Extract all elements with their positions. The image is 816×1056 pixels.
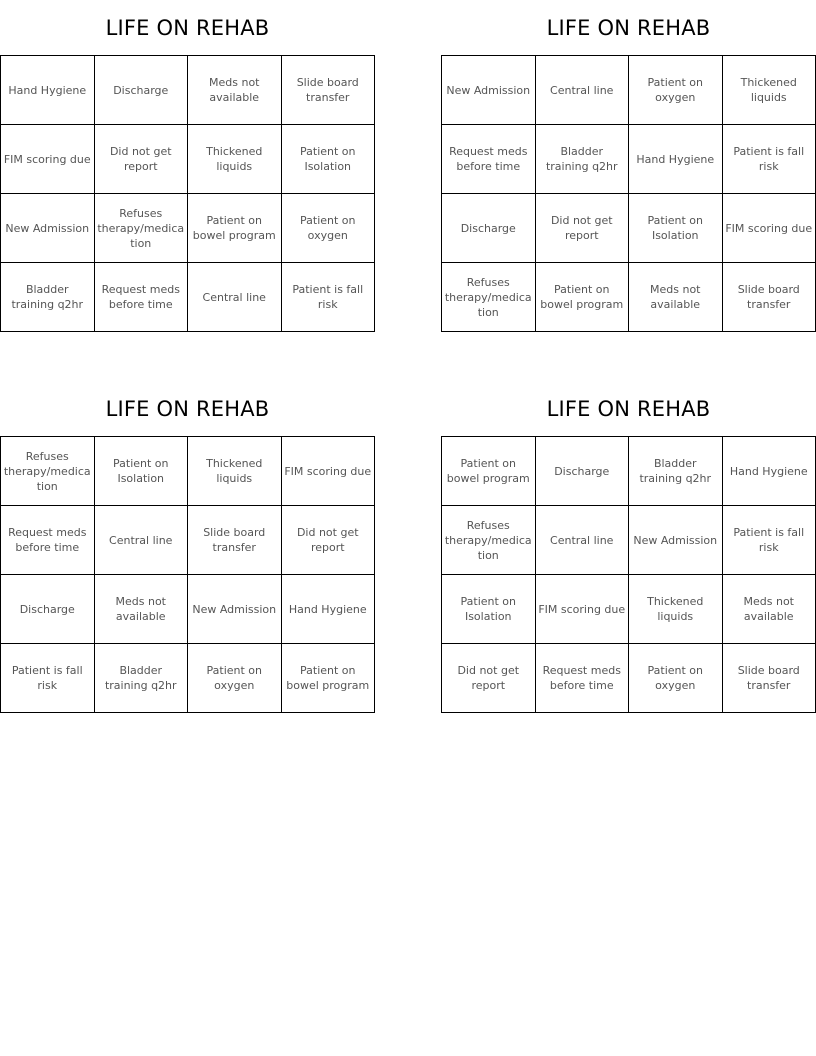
bingo-cell: Thickened liquids — [188, 125, 282, 194]
bingo-cell: FIM scoring due — [535, 575, 629, 644]
bingo-cell: Meds not available — [722, 575, 816, 644]
card-title: LIFE ON REHAB — [546, 397, 711, 421]
bingo-cell: Refuses therapy/medication — [442, 506, 536, 575]
card-title: LIFE ON REHAB — [105, 16, 270, 40]
bingo-cell: Patient on bowel program — [281, 644, 375, 713]
bingo-cell: Discharge — [535, 437, 629, 506]
bingo-cell: Hand Hygiene — [722, 437, 816, 506]
grid-row — [442, 575, 816, 644]
bingo-cell: Slide board transfer — [188, 506, 282, 575]
bingo-cell: New Admission — [629, 506, 723, 575]
grid-row — [442, 644, 816, 713]
bingo-cell: Request meds before time — [94, 263, 188, 332]
bingo-cell: Thickened liquids — [722, 56, 816, 125]
bingo-cell: Patient is fall risk — [722, 125, 816, 194]
bingo-cell: Discharge — [94, 56, 188, 125]
bingo-cell: Did not get report — [94, 125, 188, 194]
bingo-cell: Central line — [94, 506, 188, 575]
grid-row — [442, 506, 816, 575]
bingo-cell: FIM scoring due — [281, 437, 375, 506]
bingo-cell: Patient on Isolation — [442, 575, 536, 644]
bingo-cell: Request meds before time — [442, 125, 536, 194]
bingo-cell: Hand Hygiene — [281, 575, 375, 644]
grid-row — [442, 125, 816, 194]
bingo-cell: Did not get report — [281, 506, 375, 575]
bingo-cell: Patient on bowel program — [188, 194, 282, 263]
bingo-cell: Patient on Isolation — [629, 194, 723, 263]
grid-row — [1, 437, 375, 506]
bingo-cell: Slide board transfer — [722, 263, 816, 332]
grid-row — [1, 263, 375, 332]
grid-row — [442, 263, 816, 332]
bingo-cell: Patient on oxygen — [281, 194, 375, 263]
bingo-cell: Meds not available — [629, 263, 723, 332]
grid-row — [1, 194, 375, 263]
bingo-grid — [0, 55, 375, 332]
grid-row — [1, 575, 375, 644]
bingo-cell: Meds not available — [94, 575, 188, 644]
bingo-cell: New Admission — [1, 194, 95, 263]
grid-row — [1, 506, 375, 575]
card-title: LIFE ON REHAB — [546, 16, 711, 40]
bingo-cell: Patient is fall risk — [1, 644, 95, 713]
bingo-cell: Patient is fall risk — [281, 263, 375, 332]
bingo-grid — [0, 436, 375, 713]
bingo-cell: Hand Hygiene — [1, 56, 95, 125]
bingo-cell: Bladder training q2hr — [1, 263, 95, 332]
bingo-cell: New Admission — [442, 56, 536, 125]
bingo-cell: Central line — [535, 506, 629, 575]
bingo-cell: Patient on bowel program — [535, 263, 629, 332]
bingo-cell: Patient on oxygen — [629, 56, 723, 125]
bingo-cell: Refuses therapy/medication — [94, 194, 188, 263]
bingo-cell: Slide board transfer — [281, 56, 375, 125]
grid-row — [442, 194, 816, 263]
grid-row — [1, 644, 375, 713]
bingo-cell: Patient on Isolation — [94, 437, 188, 506]
bingo-cell: Thickened liquids — [629, 575, 723, 644]
bingo-cell: Discharge — [1, 575, 95, 644]
bingo-cell: FIM scoring due — [722, 194, 816, 263]
bingo-cell: Patient on oxygen — [629, 644, 723, 713]
bingo-cell: Central line — [535, 56, 629, 125]
bingo-card-2 — [441, 0, 816, 332]
bingo-cell: Bladder training q2hr — [535, 125, 629, 194]
bingo-cell: Patient on bowel program — [442, 437, 536, 506]
bingo-cell: Request meds before time — [535, 644, 629, 713]
grid-row — [1, 56, 375, 125]
bingo-cell: New Admission — [188, 575, 282, 644]
bingo-cell: Discharge — [442, 194, 536, 263]
bingo-cell: Patient is fall risk — [722, 506, 816, 575]
card-title: LIFE ON REHAB — [105, 397, 270, 421]
grid-row — [442, 56, 816, 125]
grid-row — [442, 437, 816, 506]
bingo-cell: Slide board transfer — [722, 644, 816, 713]
bingo-card-1 — [0, 0, 375, 332]
bingo-cell: Refuses therapy/medication — [442, 263, 536, 332]
bingo-cell: Hand Hygiene — [629, 125, 723, 194]
bingo-cell: Thickened liquids — [188, 437, 282, 506]
bingo-cell: Did not get report — [535, 194, 629, 263]
bingo-cell: Meds not available — [188, 56, 282, 125]
bingo-cell: Did not get report — [442, 644, 536, 713]
bingo-card-3 — [0, 381, 375, 713]
bingo-cell: Patient on Isolation — [281, 125, 375, 194]
bingo-card-4 — [441, 381, 816, 713]
bingo-cell: Central line — [188, 263, 282, 332]
bingo-cell: FIM scoring due — [1, 125, 95, 194]
bingo-cell: Refuses therapy/medication — [1, 437, 95, 506]
bingo-grid — [441, 55, 816, 332]
grid-row — [1, 125, 375, 194]
bingo-cell: Bladder training q2hr — [629, 437, 723, 506]
bingo-grid — [441, 436, 816, 713]
bingo-cell: Patient on oxygen — [188, 644, 282, 713]
bingo-cell: Request meds before time — [1, 506, 95, 575]
bingo-cell: Bladder training q2hr — [94, 644, 188, 713]
